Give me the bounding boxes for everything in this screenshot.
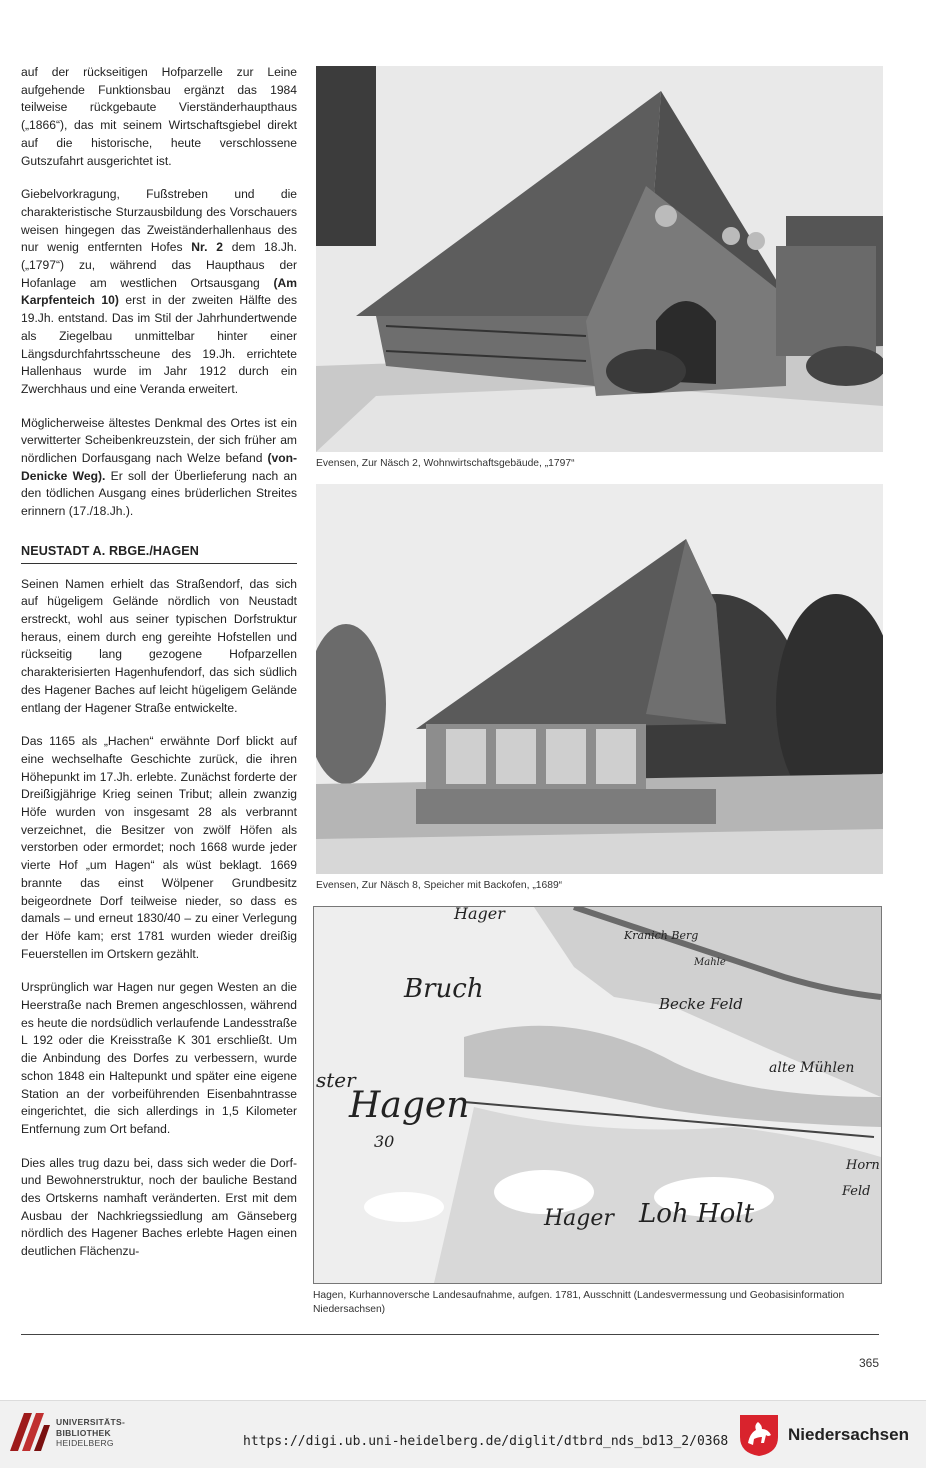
paragraph-2-text-a: Giebelvorkragung, Fußstreben und die charakteristische Sturzausbildung des Vorschauers weisen hingegen das Zweiständerhallenhaus des nur wenig entfernten Hofes	[21, 187, 297, 255]
paragraph-2-bold-a: Nr. 2	[191, 240, 223, 255]
map-caption: Hagen, Kurhannoversche Landesaufnahme, aufgen. 1781, Ausschnitt (Landesvermessung und Geobasisinformation Niedersachsen)	[313, 1290, 845, 1315]
map-label-kranich: Kranich Berg	[624, 929, 699, 942]
niedersachsen-label: Niedersachsen	[788, 1425, 909, 1444]
niedersachsen-horse-icon	[738, 1413, 780, 1457]
farmhouse-illustration	[316, 66, 883, 452]
farmhouse-photo	[316, 66, 883, 452]
map-label-hagen: Hagen	[349, 1085, 470, 1126]
paragraph-2-text-c: erst in der zweiten Hälfte des 19.Jh. entstand. Das im Stil der Jahrhundertwende als Ziegelbau unmittelbar hinter einer Längsdurchfahrtsscheune des 19.Jh. errichtete Hallenhaus wurde im Jahr 1912 durch ein Zwerchhaus und eine Veranda erweitert.	[21, 293, 298, 396]
paragraph-4-text: Seinen Namen erhielt das Straßendorf, das sich auf hügeligem Gelände nördlich von Neustadt erstreckt, wohl aus seiner typischen Dorfstruktur heraus, einem durch eng gereihte Hofstellen und rückseitig lang gezogene Hofparzellen charakterisierten Hagenhufendorf, das sich südlich des Hagener Baches auf leicht hügeligem Gelände entlang der Hagener Straße entwickelte.	[21, 576, 297, 715]
historic-map	[313, 906, 882, 1284]
map-label-bruch: Bruch	[404, 974, 484, 1004]
ub-line-3: HEIDELBERG	[56, 1438, 114, 1448]
paragraph-3	[21, 415, 297, 521]
photo2-caption: Evensen, Zur Näsch 8, Speicher mit Backofen, „1689“	[316, 880, 563, 891]
bottom-rule	[21, 1334, 879, 1335]
map-label-hager-south: Hager	[544, 1206, 614, 1231]
map-label-loh-holt: Loh Holt	[639, 1199, 755, 1229]
page-number: 365	[858, 1356, 879, 1370]
map-label-ster: ster	[316, 1068, 356, 1092]
paragraph-1-text: auf der rückseitigen Hofparzelle zur Leine aufgehende Funktionsbau ergänzt das 1984 teilweise rückgebaute Vierständerhaupthaus („1866“), das mit seinem Wirtschaftsgiebel direkt auf die historische, heute verschlossene Gutszufahrt ausgerichtet ist.	[21, 65, 297, 168]
ub-heidelberg-logo-icon[interactable]	[10, 1413, 50, 1451]
map-label-horn: Horn	[846, 1158, 880, 1173]
paragraph-3-text-a: Möglicherweise ältestes Denkmal des Ortes ist ein verwitterter Scheibenkreuzstein, der sich früher am nördlichen Dorfausgang nach Welze befand	[21, 415, 297, 466]
map-label-feld: Feld	[842, 1184, 871, 1199]
photo1-caption: Evensen, Zur Näsch 2, Wohnwirtschaftsgebäude, „1797“	[316, 458, 575, 469]
paragraph-5	[21, 733, 297, 963]
paragraph-6	[21, 979, 297, 1138]
ub-heidelberg-name	[56, 1417, 125, 1449]
paragraph-7-text: Dies alles trug dazu bei, dass sich weder die Dorf- und Bewohnerstruktur, noch der bauliche Bestand des Ortskerns namhaft veränderten. Erst mit dem Ausbau der Nachkriegssiedlung am Gänseberg nördlich des Hagener Baches erlebte Hagen einen deutlichen Flächenzu-	[21, 1155, 297, 1259]
paragraph-2-bold-b: (Am Karpfenteich 10)	[21, 275, 297, 308]
paragraph-5-text: Das 1165 als „Hachen“ erwähnte Dorf blickt auf eine wechselhafte Geschichte zurück, die ihren Höhepunkt im 17.Jh. erlebte. Zunächst forderte der Dreißigjährige Krieg seinen Tribut; allein zwanzig Höfe wurden von insgesamt 28 als verbrannt verzeichnet, die Besitzer von zwölf Höfen als verstorben oder ermordet; noch 1668 wurde jeder vierte Hof „um Hagen“ als wüst beklagt. 1669 brannte das einst Wölpener Grundbesitz beigeordnete Dorf teilweise nieder, so dass es damals – und erneut 1830/40 – zu einer Verlegung der Höfe kam; erst 1781 wurden wieder dreißig Feuerstellen im Ortskern gezählt.	[21, 734, 297, 961]
storehouse-illustration	[316, 484, 883, 874]
source-url-link[interactable]: https://digi.ub.uni-heidelberg.de/diglit/dtbrd_nds_bd13_2/0368	[243, 1434, 729, 1449]
map-illustration	[314, 907, 881, 1283]
section-heading: NEUSTADT A. RBGE./HAGEN	[21, 543, 297, 564]
storehouse-photo	[316, 484, 883, 874]
paragraph-6-text: Ursprünglich war Hagen nur gegen Westen an die Heerstraße nach Bremen angeschlossen, während es heute die nordsüdlich verlaufende Landesstraße L 192 oder die Kreisstraße K 301 erschließt. Um die Anbindung des Dorfes zu verbessern, wurde schon 1848 ein Haltepunkt und später eine eigene Station an der vorbeiführenden Eisenbahntrasse eingerichtet, die sich allerdings in 1,5 Kilometer Entfernung zum Ort befand.	[21, 980, 297, 1136]
map-label-30: 30	[374, 1132, 395, 1151]
paragraph-1	[21, 64, 297, 170]
footer-bar	[0, 1400, 926, 1468]
ub-line-1: UNIVERSITÄTS-	[56, 1417, 126, 1427]
map-label-becke: Becke Feld	[659, 995, 743, 1013]
paragraph-7	[21, 1155, 297, 1261]
paragraph-2	[21, 186, 297, 398]
left-text-column	[21, 64, 297, 1277]
paragraph-4	[21, 576, 297, 718]
map-label-hager: Hager	[454, 907, 505, 923]
paragraph-3-bold: (von-Denicke Weg).	[21, 451, 297, 483]
paragraph-2-text-b: dem 18.Jh. („1797“) zu, während das Haupthaus der Hofanlage am westlichen Ortsausgang	[21, 240, 298, 290]
paragraph-3-text-b: Er soll der Überlieferung nach an den tödlichen Ausgang eines brüderlichen Streites erinnern (17./18.Jh.).	[21, 468, 297, 519]
ub-line-2: BIBLIOTHEK	[56, 1427, 111, 1438]
map-label-muhlen: alte Mühlen	[769, 1060, 855, 1076]
map-label-mahle: Mahle	[694, 957, 726, 968]
